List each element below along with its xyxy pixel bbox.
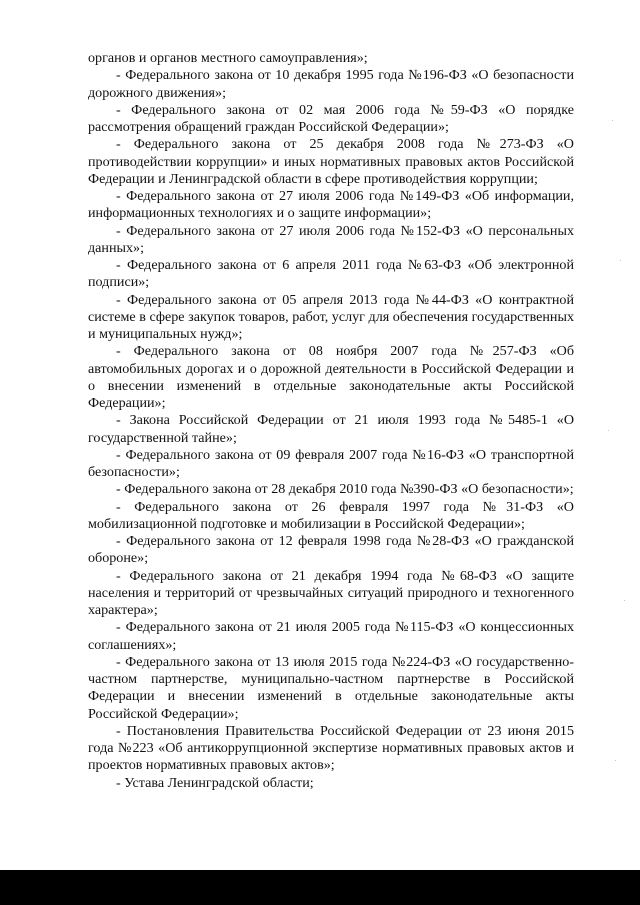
paragraph: - Устава Ленинградской области; [116, 774, 314, 791]
paragraph: - Федерального закона от 02 мая 2006 года №59-ФЗ «О порядке рассмотрения обращений граждан Российской Федерации»; [88, 101, 574, 135]
paragraph: - Федерального закона от 28 декабря 2010 года №390-ФЗ «О безопасности»; [116, 481, 574, 498]
paragraph: - Федерального закона от 05 апреля 2013 года №44-ФЗ «О контрактной системе в сфере закупок товаров, работ, услуг для обеспечения государственных и муниципальных нужд»; [88, 291, 574, 342]
paragraph: - Федерального закона от 27 июля 2006 года №149-ФЗ «Об информации, информационных технологиях и о защите информации»; [88, 188, 574, 222]
paragraph: органов и органов местного самоуправления»; [88, 50, 368, 66]
paragraph: - Федерального закона от 6 апреля 2011 года №63-ФЗ «Об электронной подписи»; [88, 257, 574, 291]
paragraph: - Федерального закона от 08 ноября 2007 года №257-ФЗ «Об автомобильных дорогах и о дорожной деятельности в Российской Федерации и о внесении изменений в отдельные законодательные акты Российской Федерации»; [88, 343, 574, 411]
scan-speck [612, 120, 613, 121]
scan-bottom-border [0, 870, 640, 905]
paragraph: - Федерального закона от 10 декабря 1995 года №196-ФЗ «О безопасности дорожного движения»; [88, 67, 574, 101]
paragraph: - Постановления Правительства Российской Федерации от 23 июня 2015 года №223 «Об антикоррупционной экспертизе нормативных правовых актов и проектов нормативных правовых актов»; [88, 722, 574, 774]
paragraph: - Федерального закона от 13 июля 2015 года №224-ФЗ «О государственно-частном партнерстве, муниципально-частном партнерстве в Российской Федерации и внесении изменений в отдельные законодательные акты Российской Федерации»; [88, 653, 574, 722]
paragraph: - Федерального закона от 12 февраля 1998 года №28-ФЗ «О гражданской обороне»; [88, 533, 574, 567]
paragraph: - Федерального закона от 27 июля 2006 года №152-ФЗ «О персональных данных»; [88, 222, 574, 256]
paragraph: - Федерального закона от 25 декабря 2008 года №273-ФЗ «О противодействии коррупции» и иных нормативных правовых актов Российской Федерации и Ленинградской области в сфере противодействия коррупции; [88, 136, 574, 187]
paragraph: - Закона Российской Федерации от 21 июля 1993 года №5485-1 «О государственной тайне»; [88, 412, 574, 446]
scan-speck [608, 430, 609, 431]
document-text [88, 50, 574, 792]
paragraph: - Федерального закона от 26 февраля 1997 года №31-ФЗ «О мобилизационной подготовке и мобилизации в Российской Федерации»; [88, 498, 574, 532]
paragraph: - Федерального закона от 09 февраля 2007 года №16-ФЗ «О транспортной безопасности»; [88, 446, 574, 480]
scan-speck [615, 760, 616, 761]
scan-speck [624, 600, 625, 601]
paragraph: - Федерального закона от 21 июля 2005 года №115-ФЗ «О концессионных соглашениях»; [88, 619, 574, 653]
paragraph: - Федерального закона от 21 декабря 1994 года №68-ФЗ «О защите населения и территорий от чрезвычайных ситуаций природного и техногенного характера»; [88, 567, 574, 618]
scan-speck [620, 260, 621, 261]
